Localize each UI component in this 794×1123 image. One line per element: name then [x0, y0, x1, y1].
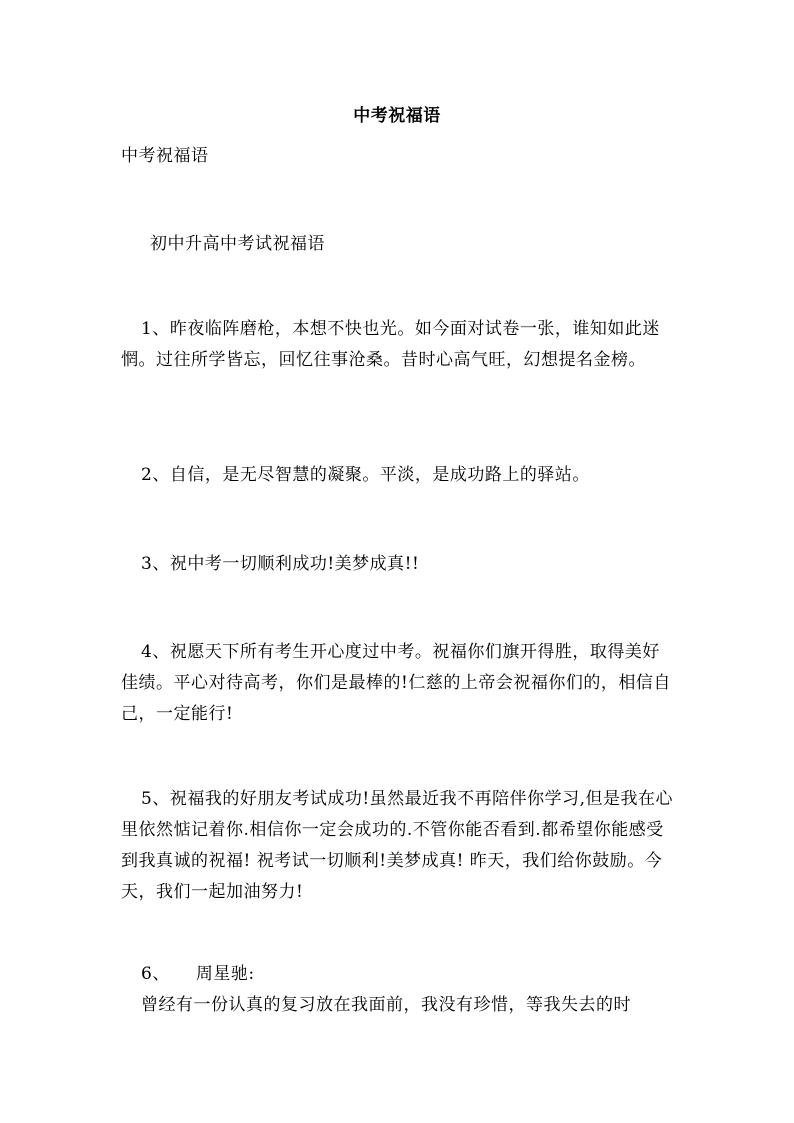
section-heading: 初中升高中考试祝福语 [150, 234, 325, 254]
item-6-label: 周星驰: [195, 964, 255, 984]
paragraph-6-text: 曾经有一份认真的复习放在我面前，我没有珍惜，等我失去的时 [141, 995, 631, 1015]
paragraph-4: 4、祝愿天下所有考生开心度过中考。祝福你们旗开得胜，取得美好佳绩。平心对待高考，你们是最棒的!仁慈的上帝会祝福你们的，相信自己，一定能行! [121, 642, 671, 724]
paragraph-5: 5、祝福我的好朋友考试成功!虽然最近我不再陪伴你学习,但是我在心里依然惦记着你.相信你一定会成功的.不管你能否看到.都希望你能感受到我真诚的祝福! 祝考试一切顺利!美梦成真! 昨天，我们给你鼓励。今天，我们一起加油努力! [121, 789, 674, 902]
item-6-number: 6、 [141, 964, 170, 984]
paragraph-2: 2、自信，是无尽智慧的凝聚。平淡，是成功路上的驿站。 [141, 465, 590, 485]
paragraph-6-header [141, 961, 255, 987]
document-title: 中考祝福语 [353, 106, 441, 126]
document-subtitle: 中考祝福语 [121, 146, 209, 166]
paragraph-3: 3、祝中考一切顺利成功!美梦成真!! [141, 554, 420, 574]
paragraph-1: 1、昨夜临阵磨枪，本想不快也光。如今面对试卷一张，谁知如此迷惘。过往所学皆忘，回忆往事沧桑。昔时心高气旺，幻想提名金榜。 [121, 319, 660, 370]
